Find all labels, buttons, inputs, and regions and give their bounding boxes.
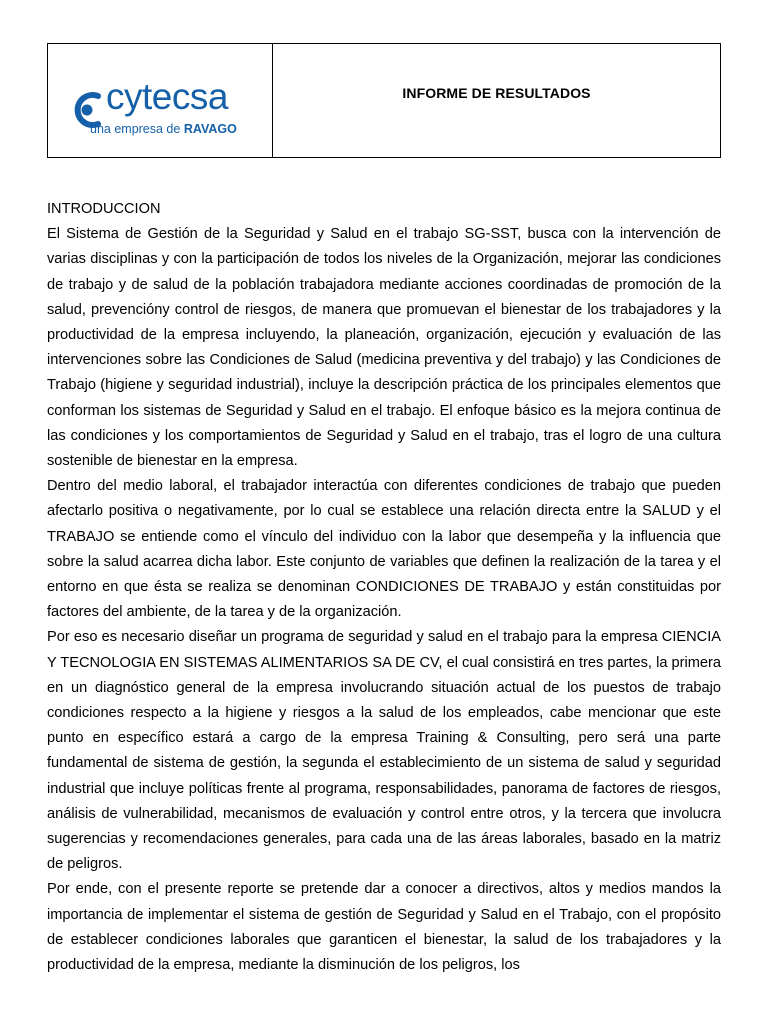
- paragraph: El Sistema de Gestión de la Seguridad y Salud en el trabajo SG-SST, busca con la intervención de varias disciplinas y con la participación de todos los niveles de la Organización, mejorar las condiciones de trabajo y de salud de la población trabajadora mediante acciones coordinadas de promoción de la salud, prevencióny control de riesgos, de manera que promuevan el bienestar de los trabajadores y la productividad de la empresa incluyendo, la planeación, organización, ejecución y evaluación de las intervenciones sobre las Condiciones de Salud (medicina preventiva y del trabajo) y las Condiciones de Trabajo (higiene y seguridad industrial), incluye la descripción práctica de los principales elementos que conforman los sistemas de Seguridad y Salud en el trabajo. El enfoque básico es la mejora continua de las condiciones y los comportamientos de Seguridad y Salud en el trabajo, tras el logro de una cultura sostenible de bienestar en la empresa.: [47, 226, 721, 470]
- document-header: [47, 43, 721, 158]
- document-body: [47, 197, 721, 978]
- company-logo: [68, 76, 258, 142]
- paragraph: Dentro del medio laboral, el trabajador interactúa con diferentes condiciones de trabajo que pueden afectarlo positiva o negativamente, por lo cual se establece una relación directa entre la SALUD y el TRABAJO se entiende como el vínculo del individuo con la labor que desempeña y la influencia que sobre la salud acarrea dicha labor. Este conjunto de variables que definen la realización de la tarea y el entorno en que ésta se realiza se denominan CONDICIONES DE TRABAJO y están constituidas por factores del ambiente, de la tarea y de la organización.: [47, 478, 721, 621]
- logo-tagline-prefix: una empresa de: [90, 122, 181, 136]
- logo-tagline-company: RAVAGO: [183, 122, 237, 136]
- paragraph: Por eso es necesario diseñar un programa de seguridad y salud en el trabajo para la empresa CIENCIA Y TECNOLOGIA EN SISTEMAS ALIMENTARIOS SA DE CV, el cual consistirá en tres partes, la primera en un diagnóstico general de la empresa involucrando situación actual de los puestos de trabajo condiciones respecto a la higiene y riesgos a la salud de los empleados, cabe mencionar que este punto en específico estará a cargo de la empresa Training & Consulting, pero será una parte fundamental de sistema de gestión, la segunda el establecimiento de un sistema de salud y seguridad industrial que incluye políticas frente al programa, responsabilidades, panorama de factores de riesgos, análisis de vulnerabilidad, mecanismos de evaluación y control entre otros, y la tercera que involucra sugerencias y recomendaciones generales, para cada una de las áreas laborales, basado en la matriz de peligros.: [47, 629, 721, 873]
- logo-tagline: [90, 122, 237, 136]
- section-heading: INTRODUCCION: [47, 201, 161, 217]
- paragraph: Por ende, con el presente reporte se pretende dar a conocer a directivos, altos y medios mandos la importancia de implementar el sistema de gestión de Seguridad y Salud en el Trabajo, con el propósito de establecer condiciones laborales que garanticen el bienestar, la salud de los trabajadores y la productividad de la empresa, mediante la disminución de los peligros, los: [47, 881, 721, 974]
- document-title: INFORME DE RESULTADOS: [402, 85, 591, 101]
- title-cell: [273, 44, 720, 157]
- logo-brand: cytecsa: [106, 76, 228, 117]
- logo-cell: [48, 44, 273, 157]
